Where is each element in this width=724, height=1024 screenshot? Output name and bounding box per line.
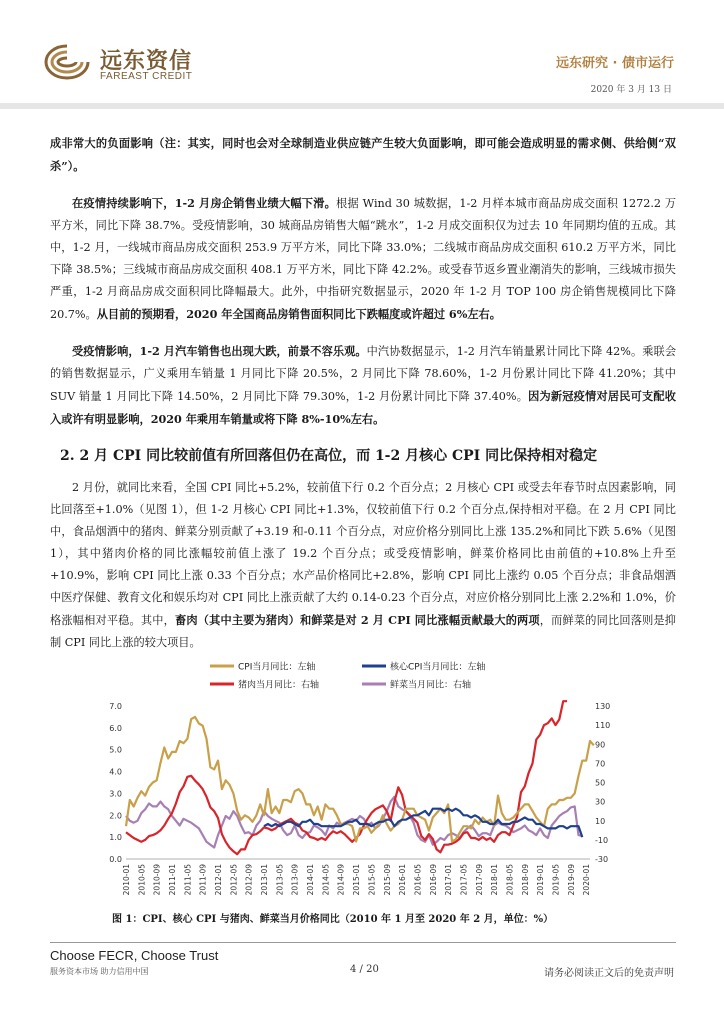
x-axis-tick-label: 2012-01 (214, 864, 224, 896)
right-axis-tick-label: -30 (595, 855, 609, 864)
x-axis-tick-label: 2017-01 (444, 864, 454, 896)
x-axis-tick-label: 2019-05 (551, 864, 561, 896)
para2-lead: 在疫情持续影响下，1-2 月房企销售业绩大幅下滑。 (72, 196, 337, 210)
footer-slogan-cn: 服务资本市场 助力信用中国 (50, 967, 149, 976)
para1-text: 成非常大的负面影响（注：其实，同时也会对全球制造业供应链产生较大负面影响，即可能会造成明显的需求侧、供给侧“双杀”）。 (50, 136, 676, 173)
section-2-heading: 2. 2 月 CPI 同比较前值有所回落但仍在高位，而 1-2 月核心 CPI 同比保持相对稳定 (60, 448, 598, 464)
x-axis-tick-label: 2019-09 (566, 864, 576, 896)
x-axis-tick-label: 2018-05 (505, 864, 515, 896)
paragraph-2 (50, 192, 676, 326)
x-axis-tick-label: 2016-09 (428, 864, 438, 896)
page-header (0, 0, 724, 110)
x-axis-tick-label: 2014-09 (336, 864, 346, 896)
x-axis-tick-label: 2010-05 (137, 864, 147, 896)
x-axis-tick-label: 2016-01 (398, 864, 408, 896)
page-number: 4 / 20 (350, 964, 379, 975)
brand-name-cn: 远东资信 (100, 49, 193, 74)
para3-lead: 受疫情影响，1-2 月汽车销售也出现大跌，前景不容乐观。 (72, 344, 367, 358)
x-axis-tick-label: 2012-09 (244, 864, 254, 896)
x-axis-tick-label: 2012-05 (229, 864, 239, 896)
x-axis-tick-label: 2013-01 (260, 864, 270, 896)
left-axis-tick-label: 6.0 (109, 723, 122, 733)
legend-label-core: 核心CPI当月同比：左轴 (390, 662, 486, 673)
right-axis-tick-label: 70 (595, 759, 606, 769)
x-axis-tick-label: 2014-05 (321, 864, 331, 896)
paragraph-3 (50, 340, 676, 431)
paragraph-4 (50, 477, 676, 654)
x-axis-tick-label: 2016-05 (413, 864, 423, 896)
x-axis-tick-label: 2014-01 (306, 864, 316, 896)
report-body (50, 132, 676, 668)
brand-name-en: FAREAST CREDIT (100, 71, 193, 82)
left-axis-tick-label: 7.0 (109, 702, 122, 711)
right-axis-tick-label: 50 (595, 778, 606, 788)
x-axis-tick-label: 2018-09 (520, 864, 530, 896)
right-axis-tick-label: -10 (595, 835, 609, 845)
x-axis-tick-label: 2011-09 (198, 864, 208, 896)
footer-slogan: Choose FECR, Choose Trust (50, 948, 219, 963)
right-axis-tick-label: 10 (595, 816, 606, 826)
x-axis-tick-label: 2018-01 (490, 864, 500, 896)
header-divider (0, 103, 724, 109)
left-axis-tick-label: 4.0 (109, 767, 122, 777)
legend-label-pork: 猪肉当月同比：右轴 (238, 680, 320, 691)
legend-label-cpi: CPI当月同比：左轴 (238, 662, 316, 673)
x-axis-tick-label: 2019-01 (536, 864, 546, 896)
right-axis-tick-label: 130 (595, 702, 611, 711)
left-axis-tick-label: 5.0 (109, 745, 122, 755)
left-axis-tick-label: 2.0 (109, 811, 122, 821)
x-axis-tick-label: 2015-05 (367, 864, 377, 896)
report-series: 远东研究 · 债市运行 (556, 56, 674, 71)
report-date: 2020 年 3 月 13 日 (590, 85, 672, 95)
para4-body: 2 月份，就同比来看，全国 CPI 同比+5.2%，较前值下行 0.2 个百分点；2 月核心 CPI 或受去年春节时点因素影响，同比回落至+1.0%（见图 1），但 1-2 月核心 CPI 同比+1.3%，仅较前值下行 0.2 个百分点,保持相对平稳。在 2 月 CPI 同比中，食品烟酒中的猪肉、鲜菜分别贡献了+3.19 和-0.11 个百分点，对应价格分别同比上涨 135.2%和同比下跌 5.6%（见图 1），其中猪肉价格的同比涨幅较前值上涨了 19.2 个百分点；或受疫情影响，鲜菜价格同比由前值的+10.8%上升至+10.9%，影响 CPI 同比上涨 0.33 个百分点；水产品价格同比+2.8%，影响 CPI 同比上涨约 0.05 个百分点；非食品烟酒中医疗保健、教育文化和娱乐均对 CPI 同比上涨贡献了大约 0.14-0.23 个百分点，对应价格分别同比上涨 2.2%和 1.0%，价格涨幅相对平稳。其中， (50, 481, 676, 627)
x-axis-tick-label: 2010-09 (152, 864, 162, 896)
left-axis-tick-label: 1.0 (109, 833, 122, 843)
legend-label-veg: 鲜菜当月同比：右轴 (390, 680, 472, 691)
footer-divider (50, 942, 676, 943)
para2-tail: 从目前的预期看，2020 年全国商品房销售面积同比下跌幅度或许超过 6%左右。 (96, 307, 501, 321)
fareast-logo-icon (42, 42, 92, 82)
para2-body: 根据 Wind 30 城数据，1-2 月样本城市商品房成交面积 1272.2 万平方米，同比下降 38.7%。受疫情影响，30 城商品房销售大幅“跳水”，1-2 月成交面积仅为过去 10 年同期均值的五成。其中，1-2 月，一线城市商品房成交面积 253.9 万平方米，同比下降 33.0%；二线城市商品房成交面积 610.2 万平方米，同比下降 38.5%；三线城市商品房成交面积 408.1 万平方米，同比下降 42.2%。或受春节返乡置业潮消失的影响，三线城市损失严重，1-2 月商品房成交面积同比降幅最大。此外，中指研究数据显示，2020 年 1-2 月 TOP 100 房企销售规模同比下降 20.7%。 (50, 197, 677, 321)
x-axis-tick-label: 2013-05 (275, 864, 285, 896)
para4-tail: ，而鲜菜的同比回落则是抑制 CPI 同比上涨的较大项目。 (50, 614, 676, 649)
right-axis-tick-label: 30 (595, 797, 606, 807)
left-axis-tick-label: 3.0 (109, 789, 122, 799)
x-axis-tick-label: 2020-01 (582, 864, 592, 896)
x-axis-tick-label: 2015-01 (352, 864, 362, 896)
x-axis-tick-label: 2015-09 (382, 864, 392, 896)
chart-caption: 图 1：CPI、核心 CPI 与猪肉、鲜菜当月价格同比（2010 年 1 月至 2020 年 2 月，单位：%） (112, 914, 554, 925)
x-axis-tick-label: 2017-09 (474, 864, 484, 896)
paragraph-1 (50, 132, 676, 178)
x-axis-tick-label: 2010-01 (122, 864, 131, 896)
para3-tail: 因为新冠疫情对居民可支配收入或许有明显影响，2020 年乘用车销量或将下降 8%-10%左右。 (50, 389, 676, 426)
cpi-line-chart (100, 656, 620, 900)
left-axis-tick-label: 0.0 (109, 855, 122, 864)
right-axis-tick-label: 110 (595, 721, 611, 731)
x-axis-tick-label: 2011-01 (168, 864, 178, 896)
x-axis-tick-label: 2011-05 (183, 864, 193, 896)
footer-disclaimer: 请务必阅读正文后的免责声明 (544, 968, 674, 979)
right-axis-tick-label: 90 (595, 740, 606, 750)
series-line-pork (126, 701, 567, 854)
x-axis-tick-label: 2017-05 (459, 864, 469, 896)
para4-bold: 畜肉（其中主要为猪肉）和鲜菜是对 2 月 CPI 同比涨幅贡献最大的两项 (175, 613, 540, 627)
para3-body: 中汽协数据显示，1-2 月汽车销量累计同比下降 42%。乘联会的销售数据显示，广义乘用车销量 1 月同比下降 20.5%，2 月同比下降 78.60%，1-2 月份累计同比下降 41.20%；其中 SUV 销量 1 月同比下降 14.50%，2 月同比下降 79.30%，1-2 月份累计同比下降 37.40%。 (50, 345, 677, 403)
x-axis-tick-label: 2013-09 (290, 864, 300, 896)
